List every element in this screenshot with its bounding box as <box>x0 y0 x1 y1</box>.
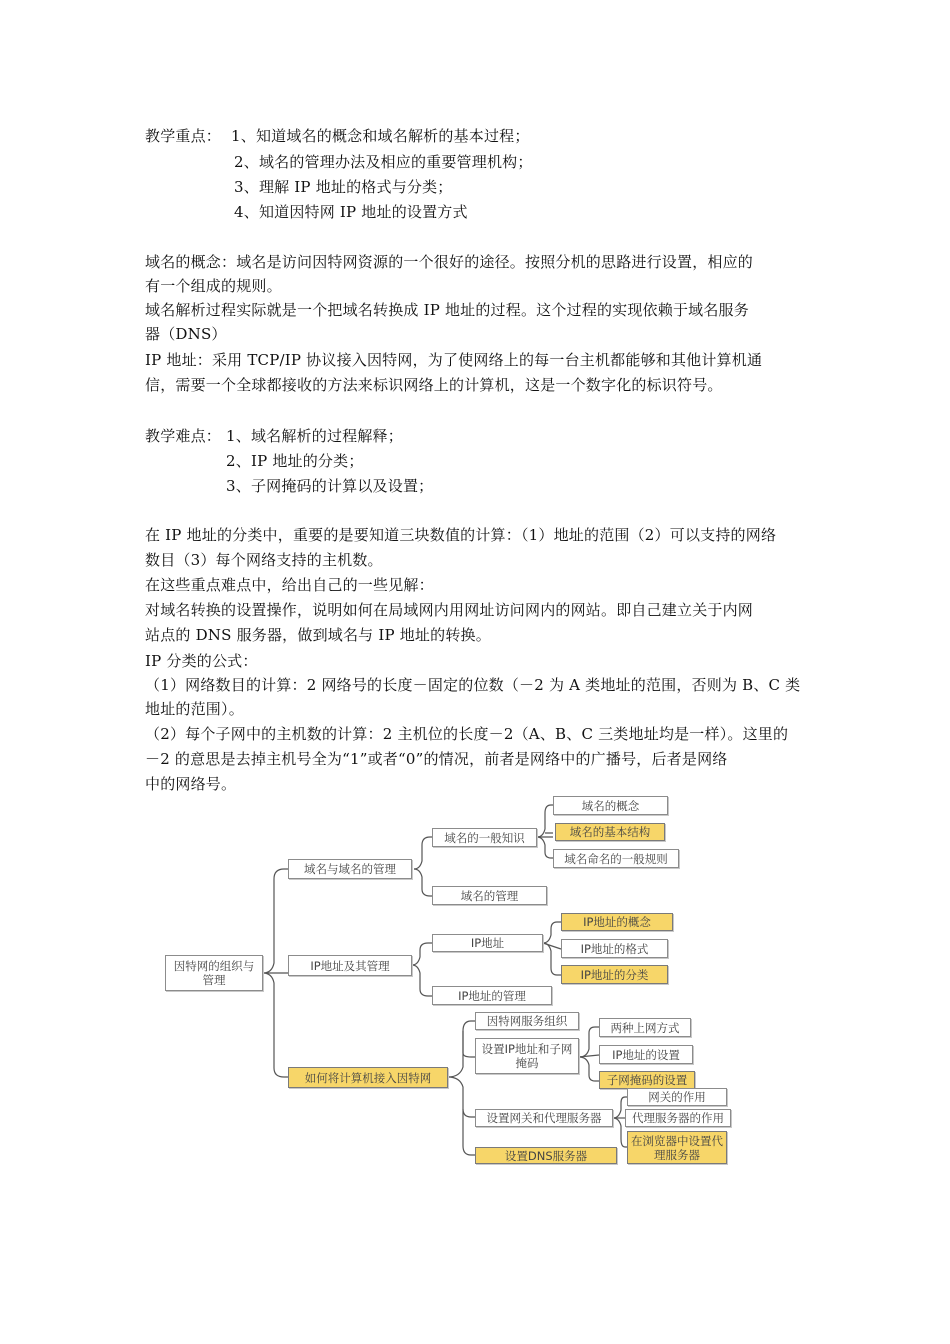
mind-map-node: 设置IP地址和子网掩码 <box>475 1038 579 1074</box>
note-line: －2 的意思是去掉主机号全为“1”或者“0”的情况，前者是网络中的广播号，后者是网络 <box>145 750 728 768</box>
note-line: 中的网络号。 <box>145 775 237 793</box>
mind-map-node: 网关的作用 <box>627 1088 727 1106</box>
mind-map-node-highlighted: 设置DNS服务器 <box>475 1147 617 1164</box>
mind-map-node: 域名的一般知识 <box>432 828 537 847</box>
mind-map-node: IP地址的格式 <box>561 939 668 958</box>
mind-map-node-highlighted: 在浏览器中设置代理服务器 <box>627 1131 727 1164</box>
mind-map-node-highlighted: 域名的基本结构 <box>555 823 665 841</box>
mind-map-node: IP地址及其管理 <box>288 955 412 976</box>
note-line: 数目（3）每个网络支持的主机数。 <box>145 551 383 569</box>
mind-map-node-highlighted: 子网掩码的设置 <box>599 1071 695 1089</box>
difficulty-item: 2、IP 地址的分类； <box>226 452 364 470</box>
mind-map-diagram <box>160 793 740 1173</box>
mind-map-node: 域名的管理 <box>432 886 547 905</box>
difficulties-label: 教学难点： <box>145 427 222 445</box>
note-line: 在这些重点难点中，给出自己的一些见解： <box>145 576 434 594</box>
note-line: 对域名转换的设置操作，说明如何在局域网内用网址访问网内的网站。即自己建立关于内网 <box>145 601 754 619</box>
mind-map-node: 因特网服务组织 <box>475 1012 579 1030</box>
mind-map-node-highlighted: IP地址的概念 <box>561 913 673 931</box>
concept-line: 有一个组成的规则。 <box>145 277 282 295</box>
mind-map-node: 设置网关和代理服务器 <box>475 1109 613 1127</box>
note-line: 地址的范围）。 <box>145 700 244 718</box>
note-line: 在 IP 地址的分类中，重要的是要知道三块数值的计算：（1）地址的范围（2）可以支持的网络 <box>145 526 777 544</box>
note-line: 站点的 DNS 服务器，做到域名与 IP 地址的转换。 <box>145 626 491 644</box>
objective-item: 3、理解 IP 地址的格式与分类； <box>234 178 453 196</box>
mind-map-node: IP地址 <box>432 934 543 952</box>
concept-line: 器（DNS） <box>145 325 227 343</box>
note-line: IP 分类的公式： <box>145 652 258 670</box>
note-line: （1）网络数目的计算：2 网络号的长度－固定的位数（－2 为 A 类地址的范围，否则为 B、C 类 <box>145 676 801 694</box>
objective-item: 2、域名的管理办法及相应的重要管理机构； <box>234 153 533 171</box>
mind-map-node-highlighted: 如何将计算机接入因特网 <box>288 1067 448 1088</box>
objective-item: 1、知道域名的概念和域名解析的基本过程； <box>231 127 530 145</box>
difficulty-item: 3、子网掩码的计算以及设置； <box>226 477 434 495</box>
mind-map-node: 域名命名的一般规则 <box>553 849 679 868</box>
concept-line: 信，需要一个全球都接收的方法来标识网络上的计算机，这是一个数字化的标识符号。 <box>145 376 723 394</box>
mind-map-node: IP地址的设置 <box>599 1045 693 1064</box>
objectives-label: 教学重点： <box>145 127 222 145</box>
mind-map-node: 域名的概念 <box>553 796 668 815</box>
mind-map-node: 域名与域名的管理 <box>288 859 412 879</box>
concept-line: 域名解析过程实际就是一个把域名转换成 IP 地址的过程。这个过程的实现依赖于域名服务 <box>145 301 749 319</box>
mind-map-node: 两种上网方式 <box>599 1018 691 1037</box>
objective-item: 4、知道因特网 IP 地址的设置方式 <box>234 203 468 221</box>
concept-line: 域名的概念：域名是访问因特网资源的一个很好的途径。按照分机的思路进行设置，相应的 <box>145 253 754 271</box>
difficulty-item: 1、域名解析的过程解释； <box>226 427 403 445</box>
mind-map-node: 代理服务器的作用 <box>625 1109 731 1127</box>
mind-map-root: 因特网的组织与管理 <box>165 955 263 991</box>
mind-map-node: IP地址的管理 <box>432 986 552 1005</box>
concept-line: IP 地址：采用 TCP/IP 协议接入因特网，为了使网络上的每一台主机都能够和其他计算机通 <box>145 351 763 369</box>
note-line: （2）每个子网中的主机数的计算：2 主机位的长度－2（A、B、C 三类地址均是一样）。这里的 <box>145 725 789 743</box>
mind-map-node-highlighted: IP地址的分类 <box>561 965 668 984</box>
